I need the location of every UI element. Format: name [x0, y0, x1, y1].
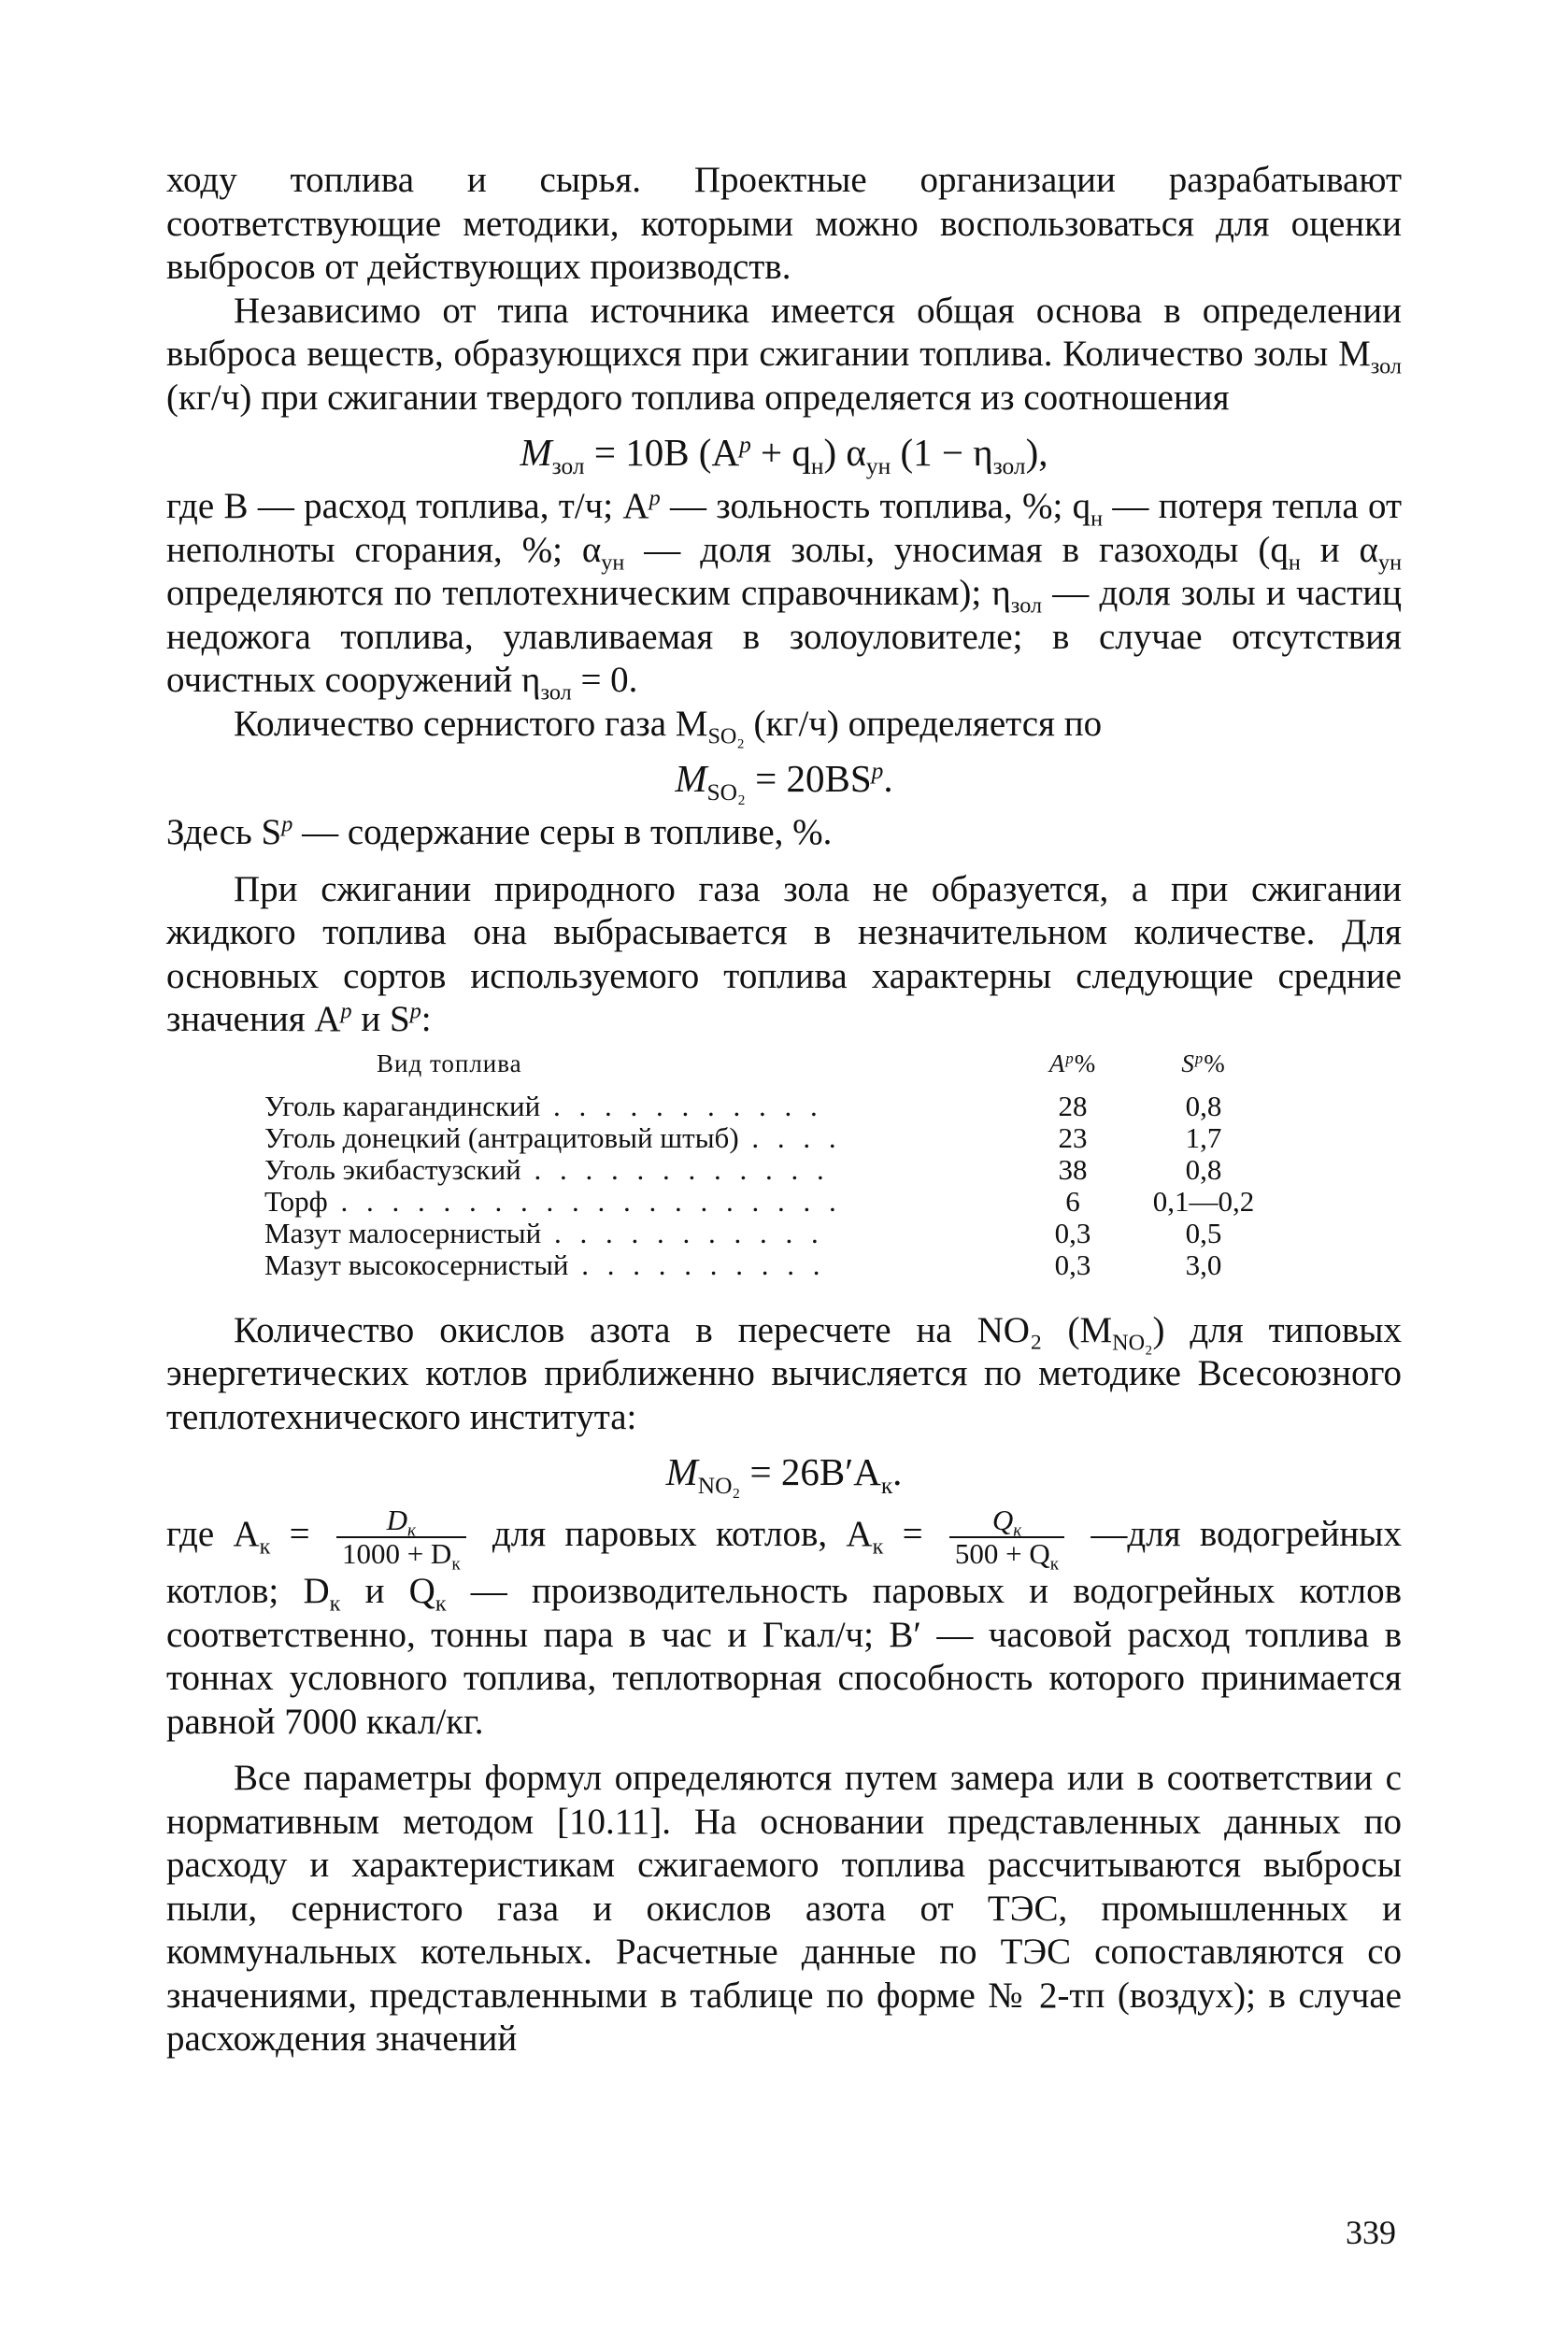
leader-dots: . . . . . . . . . . . — [541, 1217, 824, 1249]
ash-value: 38 — [1058, 1152, 1088, 1186]
fuel-name: Уголь карагандинский — [264, 1090, 541, 1122]
table-row — [264, 1186, 1283, 1218]
fuel-name: Торф — [264, 1185, 328, 1218]
fuel-table — [264, 1048, 1283, 1281]
leader-dots: . . . . . . . . . . . . . . . . . . . . — [327, 1185, 842, 1218]
sulfur-value: 0,1—0,2 — [1152, 1184, 1255, 1218]
table-row — [264, 1218, 1283, 1249]
sulfur-value: 0,5 — [1185, 1216, 1222, 1249]
formula-ash: $M_{зол} = 10B$ $(A^p + q_н)$ $\alpha_{ун}$ $(1 - \eta_{зол})$, — [520, 431, 1048, 479]
fuel-name: Уголь экибастузский — [264, 1153, 521, 1186]
table-row — [264, 1154, 1283, 1186]
header-sulfur: $S^p\%$ — [1181, 1048, 1226, 1077]
header-ash: $A^p\%$ — [1048, 1048, 1097, 1077]
sulfur-value: 1,7 — [1185, 1120, 1222, 1154]
page-number: 339 — [1346, 2214, 1396, 2251]
paragraph-1: ходу топлива и сырья. Проектные организации разрабатывают соответствующие методики, которыми можно воспользоваться для оценки выбросов от действующих производств. — [166, 160, 1402, 287]
sulfur-value: 0,8 — [1185, 1089, 1222, 1122]
paragraph-3: где B — расход топлива, т/ч; $A^p$ — зольность топлива, %; $q_н$ — потеря тепла от неполноты сгорания, %; $\alpha_{ун}$ — доля золы, уносимая в газоходы ($q_н$ и $\alpha_{ун}$ определяются по теплотехническим справочникам); $\eta_{зол}$ — доля золы и частиц недожога топлива, улавливаемая в золоуловителе; в случае отсутствия очистных сооружений $\eta_{зол} = 0$. — [166, 485, 1403, 706]
formula-nox: $M_{NO_2} = 26B'A_к$. — [665, 1450, 903, 1499]
paragraph-6: При сжигании природного газа зола не образуется, а при сжигании жидкого топлива она выбрасывается в незначительном количестве. Для основных сортов используемого топлива характерны следующие средние значения $A^p$ и $S^p$: — [166, 868, 1402, 1039]
leader-dots: . . . . . . . . . . — [568, 1248, 826, 1281]
page-body — [166, 159, 1402, 2061]
paragraph-5: Здесь $S^p$ — содержание серы в топливе, %. — [166, 811, 833, 852]
table-row — [264, 1249, 1283, 1281]
table-row — [264, 1122, 1283, 1154]
header-fuel-type: Вид топлива — [377, 1048, 522, 1077]
paragraph-4: Количество сернистого газа $M_{SO_2}$ (кг/ч) определяется по — [234, 703, 1103, 749]
sulfur-value: 3,0 — [1185, 1248, 1222, 1281]
fuel-table-header — [264, 1048, 1283, 1091]
paragraph-8: где $A_к$ = $\frac{D_к}{1000 + D_к}$ для паровых котлов, $A_к$ = $\frac{Q_к}{500 + Q_к}$ —для водогрейных котлов; $D_к$ и $Q_к$ — производительность паровых и водогрейных котлов соответственно, тонны пара в час и Гкал/ч; B′ — часовой расход топлива в тоннах условного топлива, теплотворная способность которого принимается равной 7000 ккал/кг. — [166, 1504, 1403, 1742]
ash-value: 0,3 — [1054, 1248, 1091, 1281]
paragraph-7: Количество окислов азота в пересчете на NO₂ $(M_{NO_2})$ для типовых энергетических котлов приближенно вычисляется по методике Всесоюзного теплотехнического института: — [166, 1309, 1402, 1437]
ash-value: 23 — [1058, 1120, 1088, 1154]
leader-dots: . . . . — [738, 1121, 842, 1154]
leader-dots: . . . . . . . . . . . — [540, 1090, 823, 1122]
leader-dots: . . . . . . . . . . . . — [520, 1153, 830, 1186]
sulfur-value: 0,8 — [1185, 1152, 1222, 1186]
fuel-name: Мазут малосернистый — [264, 1217, 542, 1249]
fuel-name: Уголь донецкий (антрацитовый штыб) — [264, 1121, 739, 1154]
paragraph-2: Независимо от типа источника имеется общая основа в определении выброса веществ, образующихся при сжигании топлива. Количество золы $М_{зол}$ (кг/ч) при сжигании твердого топлива определяется из соотношения — [166, 290, 1402, 418]
ash-value: 6 — [1065, 1184, 1080, 1218]
ash-value: 28 — [1058, 1089, 1088, 1122]
formula-so2: $M_{SO_2} = 20BS^p$. — [675, 757, 893, 806]
fraction-water: $\frac{Q_к}{500 + Q_к}$ — [949, 1505, 1064, 1570]
ash-value: 0,3 — [1054, 1216, 1091, 1249]
fuel-name: Мазут высокосернистый — [264, 1248, 569, 1281]
paragraph-9: Все параметры формул определяются путем замера или в соответствии с нормативным методом [10.11]. На основании представленных данных по расходу и характеристикам сжигаемого топлива рассчитываются выбросы пыли, сернистого газа и окислов азота от ТЭС, промышленных и коммунальных котельных. Расчетные данные по ТЭС сопоставляются со значениями, представленными в таблице по форме № 2-тп (воздух); в случае расхождения значений — [166, 1758, 1402, 2059]
fraction-steam: $\frac{D_к}{1000 + D_к}$ — [336, 1505, 466, 1570]
table-row — [264, 1091, 1283, 1122]
